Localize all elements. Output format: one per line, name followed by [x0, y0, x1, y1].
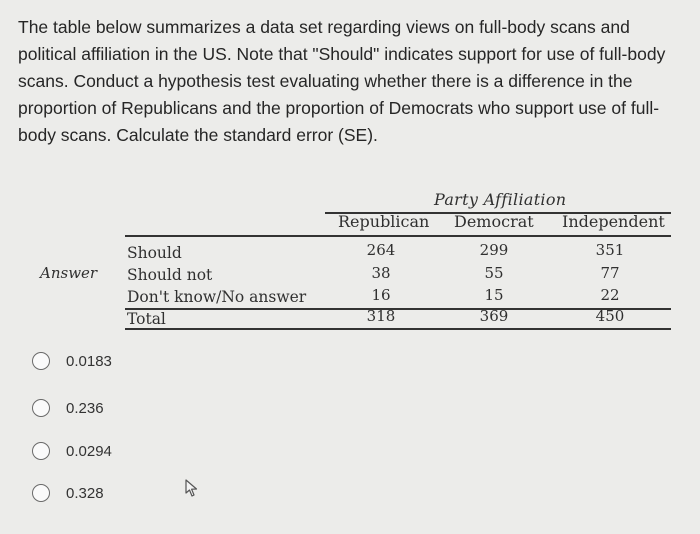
option-d[interactable]	[32, 480, 104, 506]
row-label-total: Total	[127, 310, 166, 328]
cell-should-republican: 264	[366, 241, 396, 259]
cell-total-independent: 450	[595, 307, 625, 325]
cell-should-democrat: 299	[479, 241, 509, 259]
row-label-should: Should	[127, 244, 182, 262]
option-a[interactable]	[32, 348, 112, 374]
cell-shouldnot-independent: 77	[600, 264, 620, 282]
cell-dontknow-independent: 22	[600, 286, 620, 304]
cell-shouldnot-republican: 38	[371, 264, 391, 282]
radio-option-b[interactable]	[32, 399, 50, 417]
table-bottom-rule	[125, 328, 671, 330]
question-text: The table below summarizes a data set regarding views on full-body scans and political affiliation in the US. Note that "Should" indicates support for use of full-body scans. Conduct a hypothesis test evaluating whether there is a difference in the proportion of Republicans and the proportion of Democrats who support use of full-body scans. Calculate the standard error (SE).	[18, 17, 666, 145]
cell-shouldnot-democrat: 55	[484, 264, 504, 282]
cell-dontknow-democrat: 15	[484, 286, 504, 304]
option-a-label[interactable]: 0.0183	[66, 352, 112, 370]
col-header-democrat: Democrat	[454, 212, 534, 231]
row-label-should-not: Should not	[127, 266, 213, 284]
header-rule	[125, 235, 671, 237]
answer-label: Answer	[40, 264, 98, 282]
cell-should-independent: 351	[595, 241, 625, 259]
mouse-pointer-icon	[183, 478, 201, 498]
party-affiliation-title: Party Affiliation	[434, 190, 567, 209]
option-d-label[interactable]: 0.328	[66, 484, 104, 502]
option-b-label[interactable]: 0.236	[66, 399, 104, 417]
cell-dontknow-republican: 16	[371, 286, 391, 304]
option-b[interactable]	[32, 395, 104, 421]
radio-option-a[interactable]	[32, 352, 50, 370]
contingency-table	[40, 190, 680, 330]
col-header-republican: Republican	[338, 212, 430, 231]
cell-total-democrat: 369	[479, 307, 509, 325]
cell-total-republican: 318	[366, 307, 396, 325]
radio-option-d[interactable]	[32, 484, 50, 502]
option-c[interactable]	[32, 438, 112, 464]
row-label-dont-know: Don't know/No answer	[127, 288, 307, 306]
radio-option-c[interactable]	[32, 442, 50, 460]
option-c-label[interactable]: 0.0294	[66, 442, 112, 460]
col-header-independent: Independent	[562, 212, 665, 231]
